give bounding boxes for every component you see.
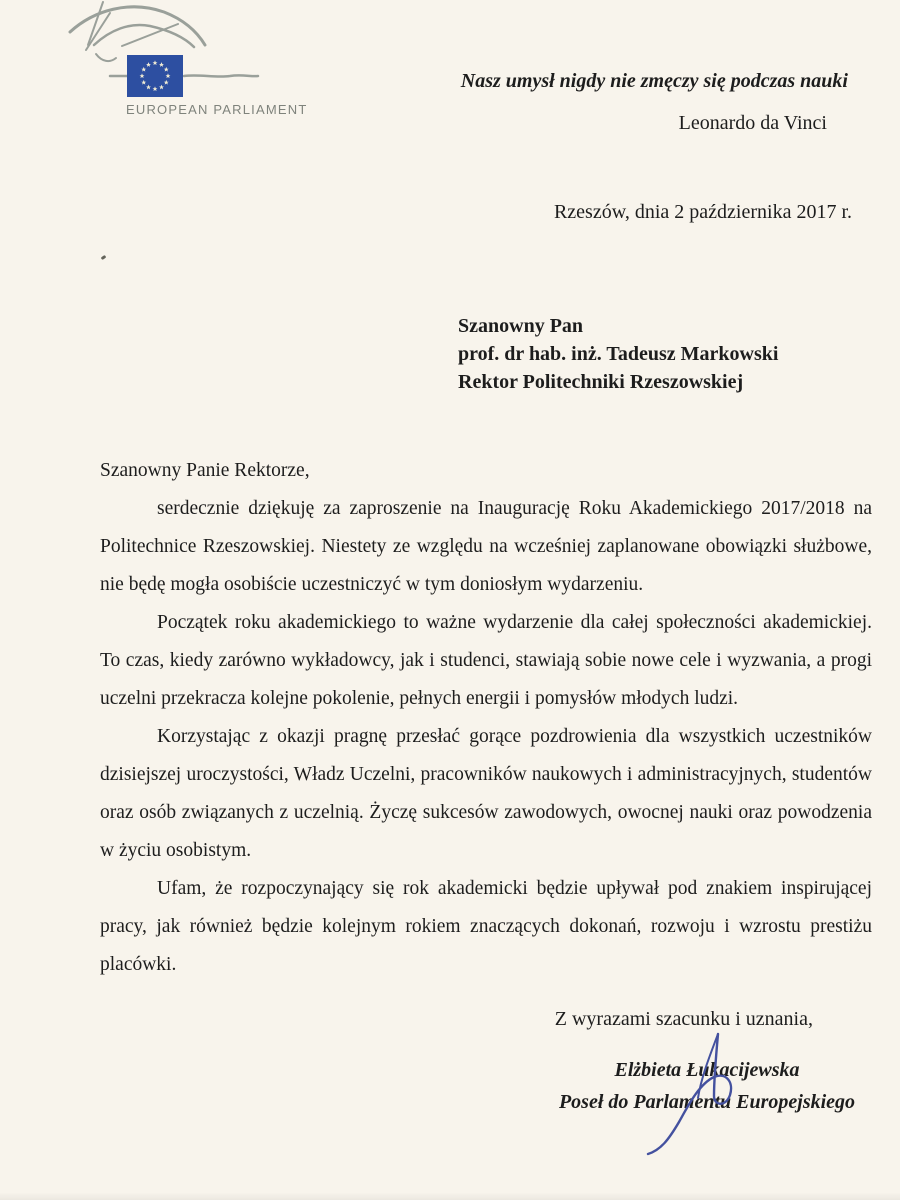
valediction: Z wyrazami szacunku i uznania,: [554, 1008, 813, 1030]
signer-name: Elżbieta Łukacijewska: [614, 1059, 800, 1081]
recipient-block: [458, 312, 778, 396]
motto-author: Leonardo da Vinci: [678, 112, 827, 134]
recipient-line: prof. dr hab. inż. Tadeusz Markowski: [458, 343, 779, 365]
scan-edge-shade: [0, 1192, 900, 1200]
paragraph: serdecznie dziękuję za zaproszenie na Inaugurację Roku Akademickiego 2017/2018 na Politechnice Rzeszowskiej. Niestety ze względu na wcześniej zaplanowane obowiązki służbowe, nie będę mogła osobiście uczestniczyć w tym doniosłym wydarzeniu.: [100, 498, 872, 595]
paragraph: Ufam, że rozpoczynający się rok akademicki będzie upływał pod znakiem inspirującej pracy, jak również będzie kolejnym rokiem znaczących dokonań, rozwoju i wzrostu prestiżu placówki.: [100, 878, 872, 975]
scan-speck: [101, 255, 107, 260]
salutation: Szanowny Panie Rektorze,: [100, 460, 310, 481]
dateline: Rzeszów, dnia 2 października 2017 r.: [553, 201, 852, 223]
handwritten-signature: [600, 1020, 800, 1170]
eu-flag-icon: [127, 55, 183, 97]
paragraph: Początek roku akademickiego to ważne wydarzenie dla całej społeczności akademickiej. To czas, kiedy zarówno wykładowcy, jak i studenci, stawiają sobie nowe cele i wyzwania, a progi uczelni przekracza kolejne pokolenie, pełnych energii i pomysłów młodych ludzi.: [100, 612, 872, 709]
recipient-line: Szanowny Pan: [458, 315, 584, 337]
european-parliament-label: EUROPEAN PARLIAMENT: [126, 102, 308, 117]
eu-stars-icon: [127, 55, 183, 97]
motto-quote: Nasz umysł nigdy nie zmęczy się podczas nauki: [460, 70, 848, 92]
signer-title: Poseł do Parlamentu Europejskiego: [558, 1091, 856, 1113]
recipient-line: Rektor Politechniki Rzeszowskiej: [458, 371, 744, 393]
letter-body: [100, 452, 872, 984]
paragraph: Korzystając z okazji pragnę przesłać gorące pozdrowienia dla wszystkich uczestników dzisiejszej uroczystości, Władz Uczelni, pracowników naukowych i administracyjnych, studentów oraz osób związanych z uczelnią. Życzę sukcesów zawodowych, owocnej nauki oraz powodzenia w życiu osobistym.: [100, 726, 872, 861]
